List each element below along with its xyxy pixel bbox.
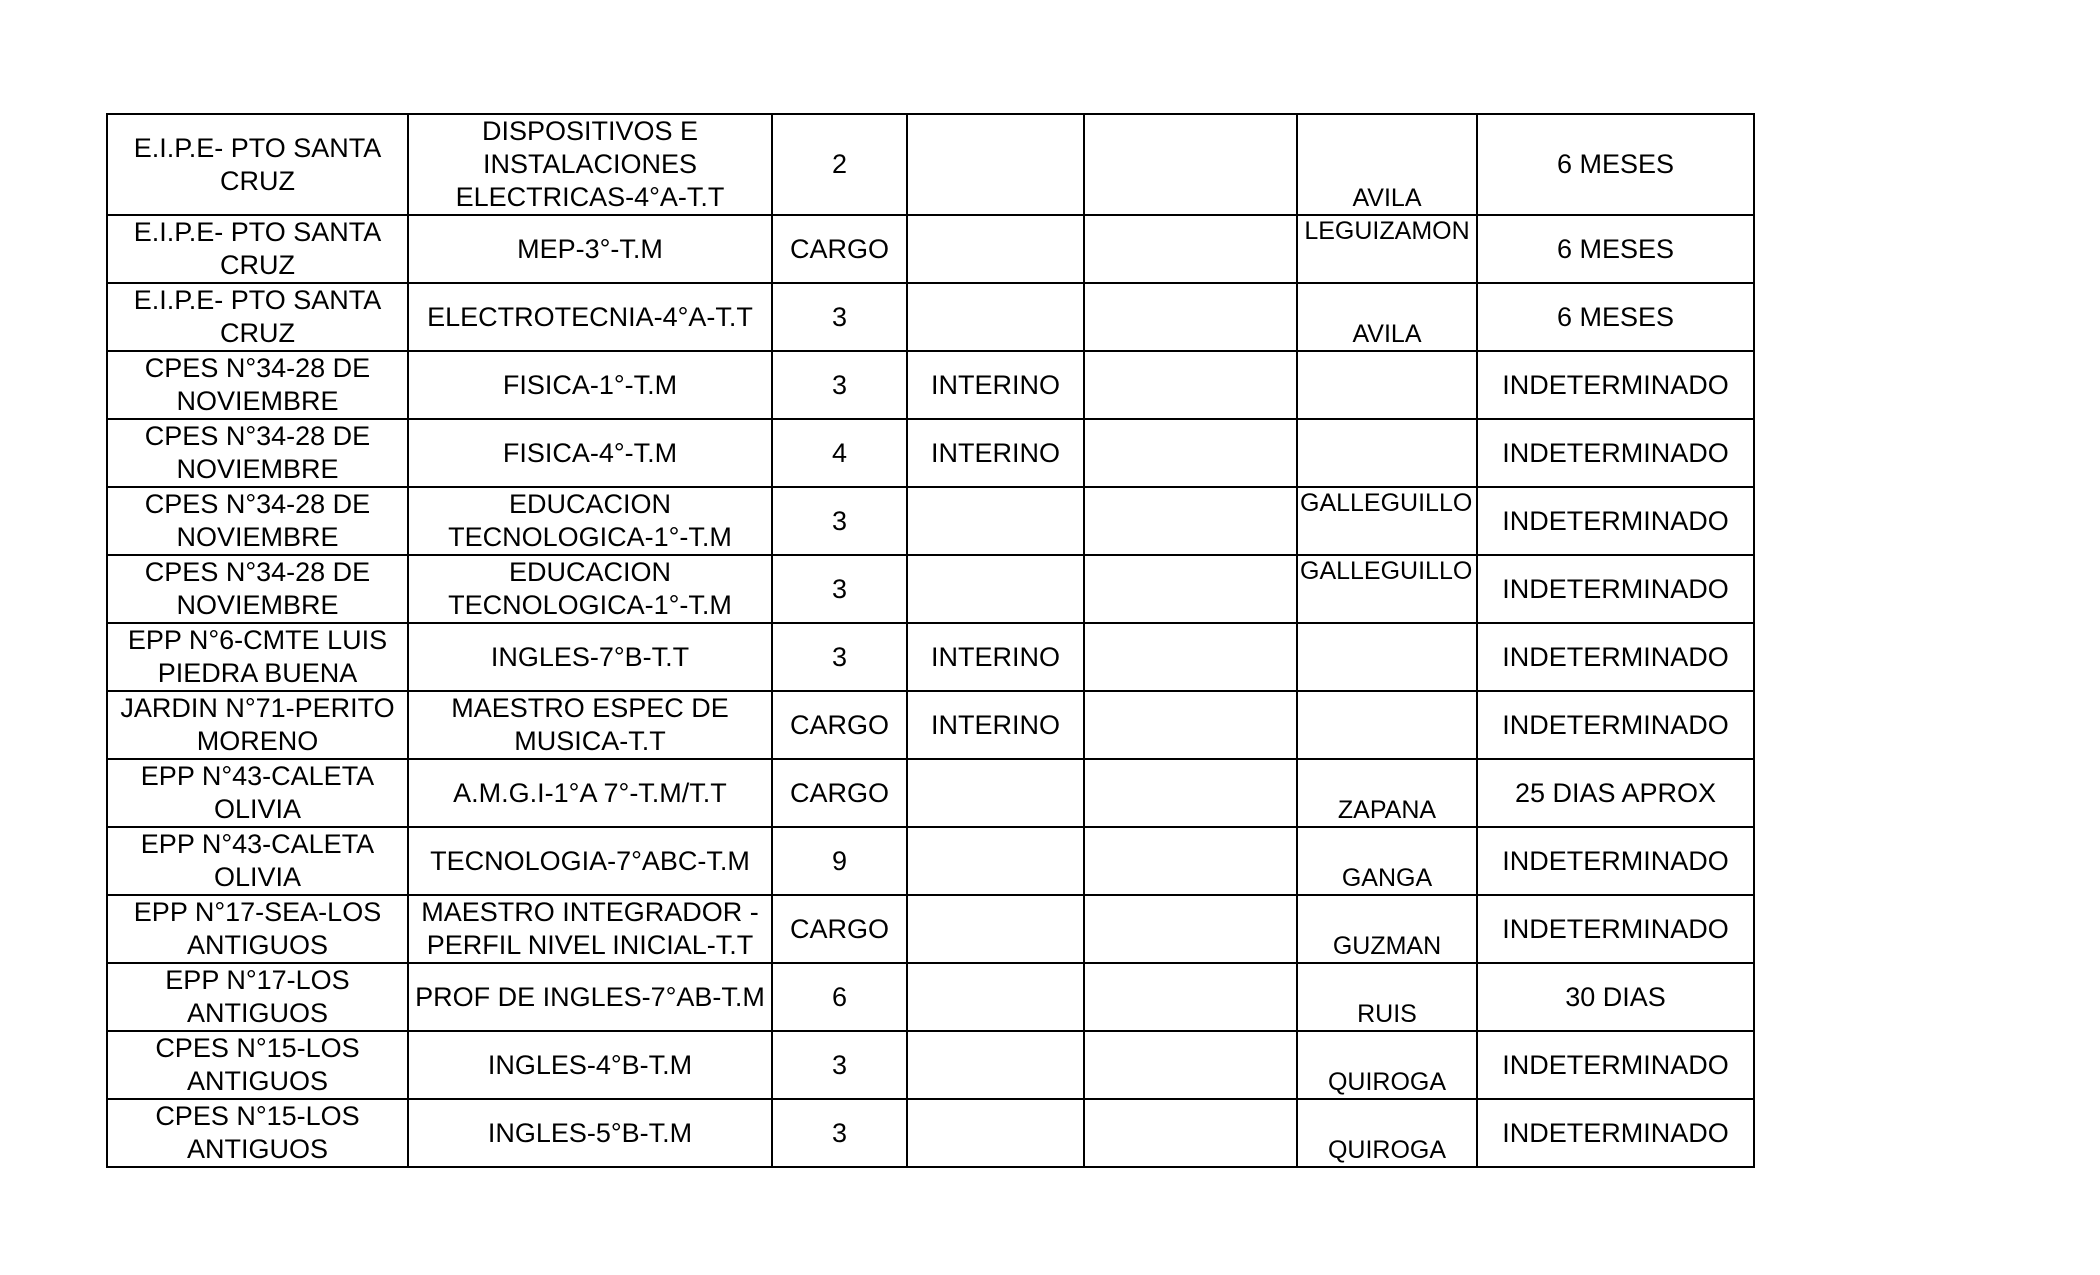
notes-cell bbox=[1084, 419, 1297, 487]
hours-cell: 3 bbox=[772, 555, 907, 623]
table-row bbox=[107, 1031, 1754, 1099]
table-row bbox=[107, 114, 1754, 215]
hours-cell: 3 bbox=[772, 623, 907, 691]
notes-cell bbox=[1084, 114, 1297, 215]
duration-cell: 25 DIAS APROX bbox=[1477, 759, 1754, 827]
notes-cell bbox=[1084, 555, 1297, 623]
duration-cell: INDETERMINADO bbox=[1477, 419, 1754, 487]
hours-cell: 4 bbox=[772, 419, 907, 487]
table-row bbox=[107, 1099, 1754, 1167]
hours-cell: 3 bbox=[772, 1099, 907, 1167]
duration-cell: 30 DIAS bbox=[1477, 963, 1754, 1031]
subject-cell: TECNOLOGIA-7°ABC-T.M bbox=[408, 827, 772, 895]
table-row bbox=[107, 691, 1754, 759]
school-cell: CPES N°34-28 DE NOVIEMBRE bbox=[107, 419, 408, 487]
school-cell: CPES N°34-28 DE NOVIEMBRE bbox=[107, 351, 408, 419]
subject-cell: FISICA-1°-T.M bbox=[408, 351, 772, 419]
notes-cell bbox=[1084, 759, 1297, 827]
status-cell: INTERINO bbox=[907, 623, 1084, 691]
status-cell bbox=[907, 827, 1084, 895]
status-cell bbox=[907, 1031, 1084, 1099]
status-cell bbox=[907, 759, 1084, 827]
hours-cell: CARGO bbox=[772, 895, 907, 963]
duration-cell: INDETERMINADO bbox=[1477, 623, 1754, 691]
school-cell: EPP N°17-SEA-LOS ANTIGUOS bbox=[107, 895, 408, 963]
duration-cell: INDETERMINADO bbox=[1477, 1099, 1754, 1167]
notes-cell bbox=[1084, 215, 1297, 283]
table-row bbox=[107, 759, 1754, 827]
status-cell bbox=[907, 555, 1084, 623]
duration-cell: 6 MESES bbox=[1477, 283, 1754, 351]
subject-cell: EDUCACION TECNOLOGICA-1°-T.M bbox=[408, 487, 772, 555]
notes-cell bbox=[1084, 1099, 1297, 1167]
hours-cell: 3 bbox=[772, 1031, 907, 1099]
status-cell bbox=[907, 963, 1084, 1031]
table-row bbox=[107, 963, 1754, 1031]
duration-cell: 6 MESES bbox=[1477, 114, 1754, 215]
teacher-cell: GALLEGUILLO bbox=[1297, 555, 1477, 623]
subject-cell: INGLES-5°B-T.M bbox=[408, 1099, 772, 1167]
subject-cell: EDUCACION TECNOLOGICA-1°-T.M bbox=[408, 555, 772, 623]
status-cell bbox=[907, 114, 1084, 215]
subject-cell: INGLES-7°B-T.T bbox=[408, 623, 772, 691]
duration-cell: INDETERMINADO bbox=[1477, 555, 1754, 623]
teacher-cell: AVILA bbox=[1297, 114, 1477, 215]
school-cell: E.I.P.E- PTO SANTA CRUZ bbox=[107, 114, 408, 215]
school-cell: JARDIN N°71-PERITO MORENO bbox=[107, 691, 408, 759]
status-cell: INTERINO bbox=[907, 351, 1084, 419]
subject-cell: MEP-3°-T.M bbox=[408, 215, 772, 283]
table-row bbox=[107, 215, 1754, 283]
hours-cell: CARGO bbox=[772, 691, 907, 759]
subject-cell: A.M.G.I-1°A 7°-T.M/T.T bbox=[408, 759, 772, 827]
table-row bbox=[107, 283, 1754, 351]
hours-cell: 2 bbox=[772, 114, 907, 215]
subject-cell: ELECTROTECNIA-4°A-T.T bbox=[408, 283, 772, 351]
hours-cell: CARGO bbox=[772, 215, 907, 283]
school-cell: EPP N°43-CALETA OLIVIA bbox=[107, 759, 408, 827]
notes-cell bbox=[1084, 283, 1297, 351]
school-cell: CPES N°15-LOS ANTIGUOS bbox=[107, 1099, 408, 1167]
status-cell: INTERINO bbox=[907, 419, 1084, 487]
notes-cell bbox=[1084, 963, 1297, 1031]
duration-cell: INDETERMINADO bbox=[1477, 691, 1754, 759]
teacher-cell: GUZMAN bbox=[1297, 895, 1477, 963]
vacancy-table bbox=[106, 113, 1755, 1168]
status-cell bbox=[907, 895, 1084, 963]
teacher-cell bbox=[1297, 351, 1477, 419]
duration-cell: INDETERMINADO bbox=[1477, 895, 1754, 963]
teacher-cell bbox=[1297, 419, 1477, 487]
school-cell: CPES N°15-LOS ANTIGUOS bbox=[107, 1031, 408, 1099]
hours-cell: 9 bbox=[772, 827, 907, 895]
hours-cell: 3 bbox=[772, 283, 907, 351]
status-cell bbox=[907, 487, 1084, 555]
hours-cell: 3 bbox=[772, 351, 907, 419]
school-cell: EPP N°6-CMTE LUIS PIEDRA BUENA bbox=[107, 623, 408, 691]
table-row bbox=[107, 623, 1754, 691]
table-row bbox=[107, 895, 1754, 963]
teacher-cell: QUIROGA bbox=[1297, 1031, 1477, 1099]
subject-cell: INGLES-4°B-T.M bbox=[408, 1031, 772, 1099]
status-cell bbox=[907, 1099, 1084, 1167]
teacher-cell bbox=[1297, 623, 1477, 691]
table-row bbox=[107, 419, 1754, 487]
subject-cell: PROF DE INGLES-7°AB-T.M bbox=[408, 963, 772, 1031]
table-row bbox=[107, 351, 1754, 419]
school-cell: EPP N°43-CALETA OLIVIA bbox=[107, 827, 408, 895]
subject-cell: FISICA-4°-T.M bbox=[408, 419, 772, 487]
subject-cell: MAESTRO ESPEC DE MUSICA-T.T bbox=[408, 691, 772, 759]
status-cell bbox=[907, 283, 1084, 351]
table-row bbox=[107, 827, 1754, 895]
duration-cell: INDETERMINADO bbox=[1477, 351, 1754, 419]
teacher-cell bbox=[1297, 691, 1477, 759]
notes-cell bbox=[1084, 487, 1297, 555]
hours-cell: CARGO bbox=[772, 759, 907, 827]
teacher-cell: QUIROGA bbox=[1297, 1099, 1477, 1167]
teacher-cell: GANGA bbox=[1297, 827, 1477, 895]
hours-cell: 6 bbox=[772, 963, 907, 1031]
table-row bbox=[107, 555, 1754, 623]
school-cell: CPES N°34-28 DE NOVIEMBRE bbox=[107, 487, 408, 555]
teacher-cell: LEGUIZAMON bbox=[1297, 215, 1477, 283]
status-cell bbox=[907, 215, 1084, 283]
hours-cell: 3 bbox=[772, 487, 907, 555]
teacher-cell: AVILA bbox=[1297, 283, 1477, 351]
notes-cell bbox=[1084, 827, 1297, 895]
teacher-cell: ZAPANA bbox=[1297, 759, 1477, 827]
school-cell: E.I.P.E- PTO SANTA CRUZ bbox=[107, 283, 408, 351]
teacher-cell: GALLEGUILLO bbox=[1297, 487, 1477, 555]
school-cell: EPP N°17-LOS ANTIGUOS bbox=[107, 963, 408, 1031]
notes-cell bbox=[1084, 895, 1297, 963]
notes-cell bbox=[1084, 351, 1297, 419]
notes-cell bbox=[1084, 623, 1297, 691]
duration-cell: INDETERMINADO bbox=[1477, 827, 1754, 895]
notes-cell bbox=[1084, 691, 1297, 759]
school-cell: CPES N°34-28 DE NOVIEMBRE bbox=[107, 555, 408, 623]
duration-cell: INDETERMINADO bbox=[1477, 487, 1754, 555]
status-cell: INTERINO bbox=[907, 691, 1084, 759]
school-cell: E.I.P.E- PTO SANTA CRUZ bbox=[107, 215, 408, 283]
notes-cell bbox=[1084, 1031, 1297, 1099]
duration-cell: INDETERMINADO bbox=[1477, 1031, 1754, 1099]
table-row bbox=[107, 487, 1754, 555]
duration-cell: 6 MESES bbox=[1477, 215, 1754, 283]
teacher-cell: RUIS bbox=[1297, 963, 1477, 1031]
subject-cell: MAESTRO INTEGRADOR - PERFIL NIVEL INICIAL-T.T bbox=[408, 895, 772, 963]
subject-cell: DISPOSITIVOS E INSTALACIONES ELECTRICAS-4°A-T.T bbox=[408, 114, 772, 215]
